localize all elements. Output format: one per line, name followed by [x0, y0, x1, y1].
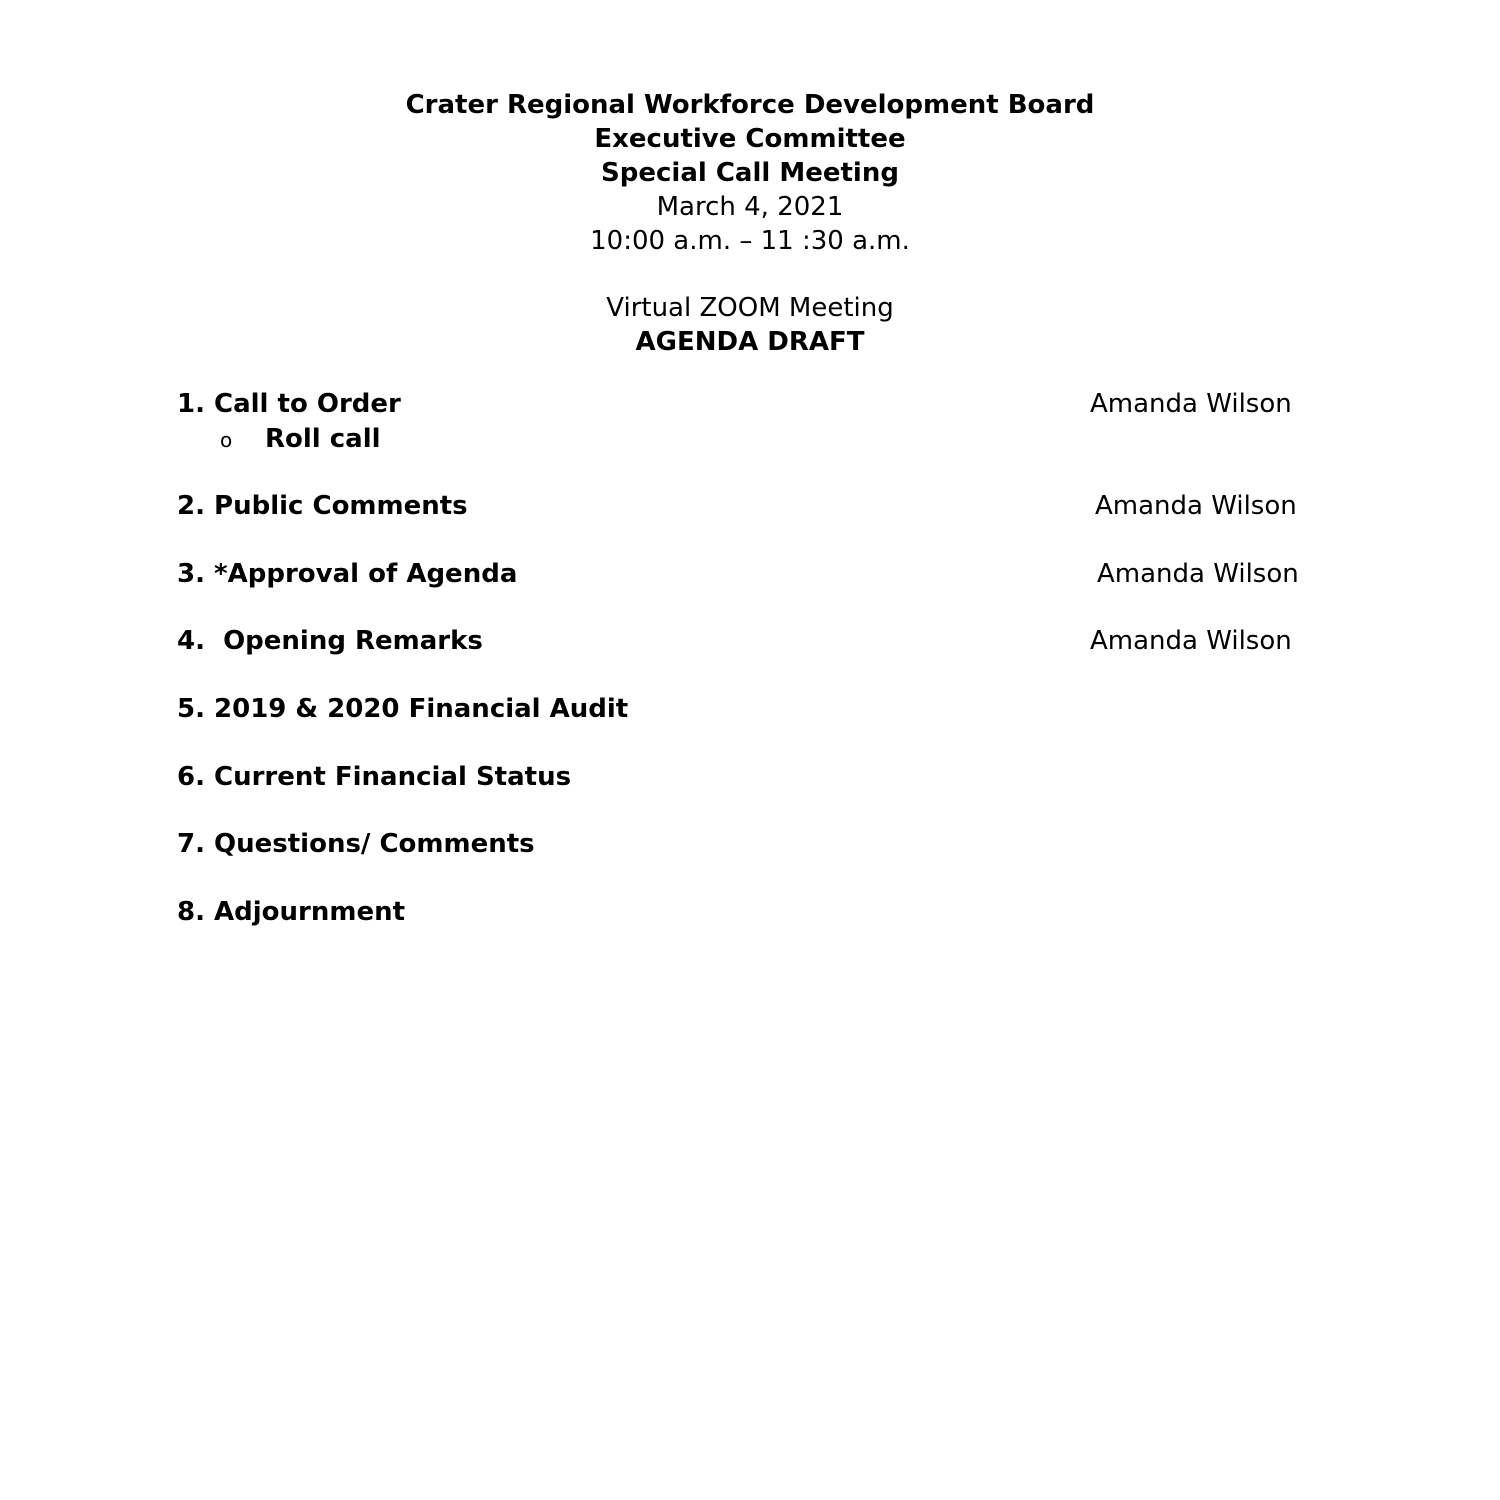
agenda-item: 5. 2019 & 2020 Financial Audit: [177, 694, 629, 724]
presenter: Amanda Wilson: [1097, 559, 1299, 589]
org-name: Crater Regional Workforce Development Board: [405, 90, 1095, 120]
agenda-item: 1. Call to Order: [177, 389, 401, 419]
agenda-item: 4. Opening Remarks: [177, 626, 483, 656]
meeting-type: Special Call Meeting: [601, 158, 899, 188]
sub-item-label: Roll call: [265, 424, 381, 454]
presenter: Amanda Wilson: [1090, 389, 1292, 419]
agenda-item: 2. Public Comments: [177, 491, 468, 521]
agenda-header: [0, 88, 1500, 258]
agenda-item: 8. Adjournment: [177, 897, 406, 927]
presenter: Amanda Wilson: [1090, 626, 1292, 656]
agenda-item: 6. Current Financial Status: [177, 762, 572, 792]
meeting-time: 10:00 a.m. – 11 :30 a.m.: [590, 226, 910, 256]
bullet-icon: o: [220, 428, 233, 452]
meeting-date: March 4, 2021: [656, 192, 844, 222]
presenter: Amanda Wilson: [1095, 491, 1297, 521]
meeting-location: Virtual ZOOM Meeting: [606, 293, 894, 323]
agenda-item: 3. *Approval of Agenda: [177, 559, 518, 589]
committee-name: Executive Committee: [594, 124, 906, 154]
agenda-item: 7. Questions/ Comments: [177, 829, 535, 859]
agenda-status: AGENDA DRAFT: [635, 327, 865, 357]
sub-item: [220, 424, 381, 454]
